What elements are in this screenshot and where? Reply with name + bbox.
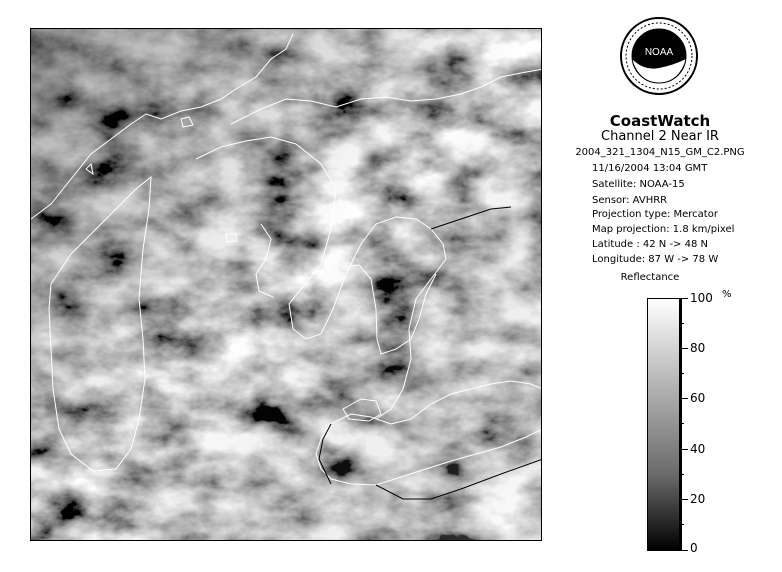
tick-label-60: 60: [690, 391, 706, 405]
legend-title: Reflectance: [620, 272, 680, 283]
info-sensor: Sensor: AVHRR: [592, 195, 668, 206]
noaa-logo-text: NOAA: [644, 47, 674, 58]
info-map-projection: Map projection: 1.8 km/pixel: [592, 224, 735, 235]
minor-tick-mark: [680, 373, 684, 374]
minor-tick-mark: [680, 474, 684, 475]
satellite-image-map: [30, 28, 542, 541]
info-projection-type: Projection type: Mercator: [592, 209, 718, 220]
minor-tick-mark: [680, 524, 684, 525]
channel-subtitle: Channel 2 Near IR: [601, 129, 719, 144]
tick-mark: [680, 550, 688, 551]
reflectance-colorbar: [647, 298, 680, 551]
minor-tick-mark: [680, 323, 684, 324]
tick-mark: [680, 449, 688, 450]
info-latitude: Latitude : 42 N -> 48 N: [592, 239, 708, 250]
info-datetime: 11/16/2004 13:04 GMT: [592, 163, 708, 174]
map-svg: [31, 29, 542, 541]
tick-label-0: 0: [690, 541, 698, 555]
tick-label-20: 20: [690, 492, 706, 506]
tick-mark: [680, 298, 688, 299]
tick-label-40: 40: [690, 442, 706, 456]
minor-tick-mark: [680, 423, 684, 424]
colorbar-axis: [680, 298, 682, 551]
tick-label-100: 100: [690, 291, 713, 305]
tick-label-80: 80: [690, 341, 706, 355]
info-satellite: Satellite: NOAA-15: [592, 179, 685, 190]
tick-mark: [680, 398, 688, 399]
info-longitude: Longitude: 87 W -> 78 W: [592, 254, 719, 265]
legend-unit: %: [722, 289, 732, 300]
image-filename: 2004_321_1304_N15_GM_C2.PNG: [575, 147, 745, 158]
noaa-logo: [619, 16, 699, 96]
tick-mark: [680, 499, 688, 500]
brightness-shade: [31, 29, 542, 541]
tick-mark: [680, 348, 688, 349]
page-title: CoastWatch: [609, 112, 711, 130]
